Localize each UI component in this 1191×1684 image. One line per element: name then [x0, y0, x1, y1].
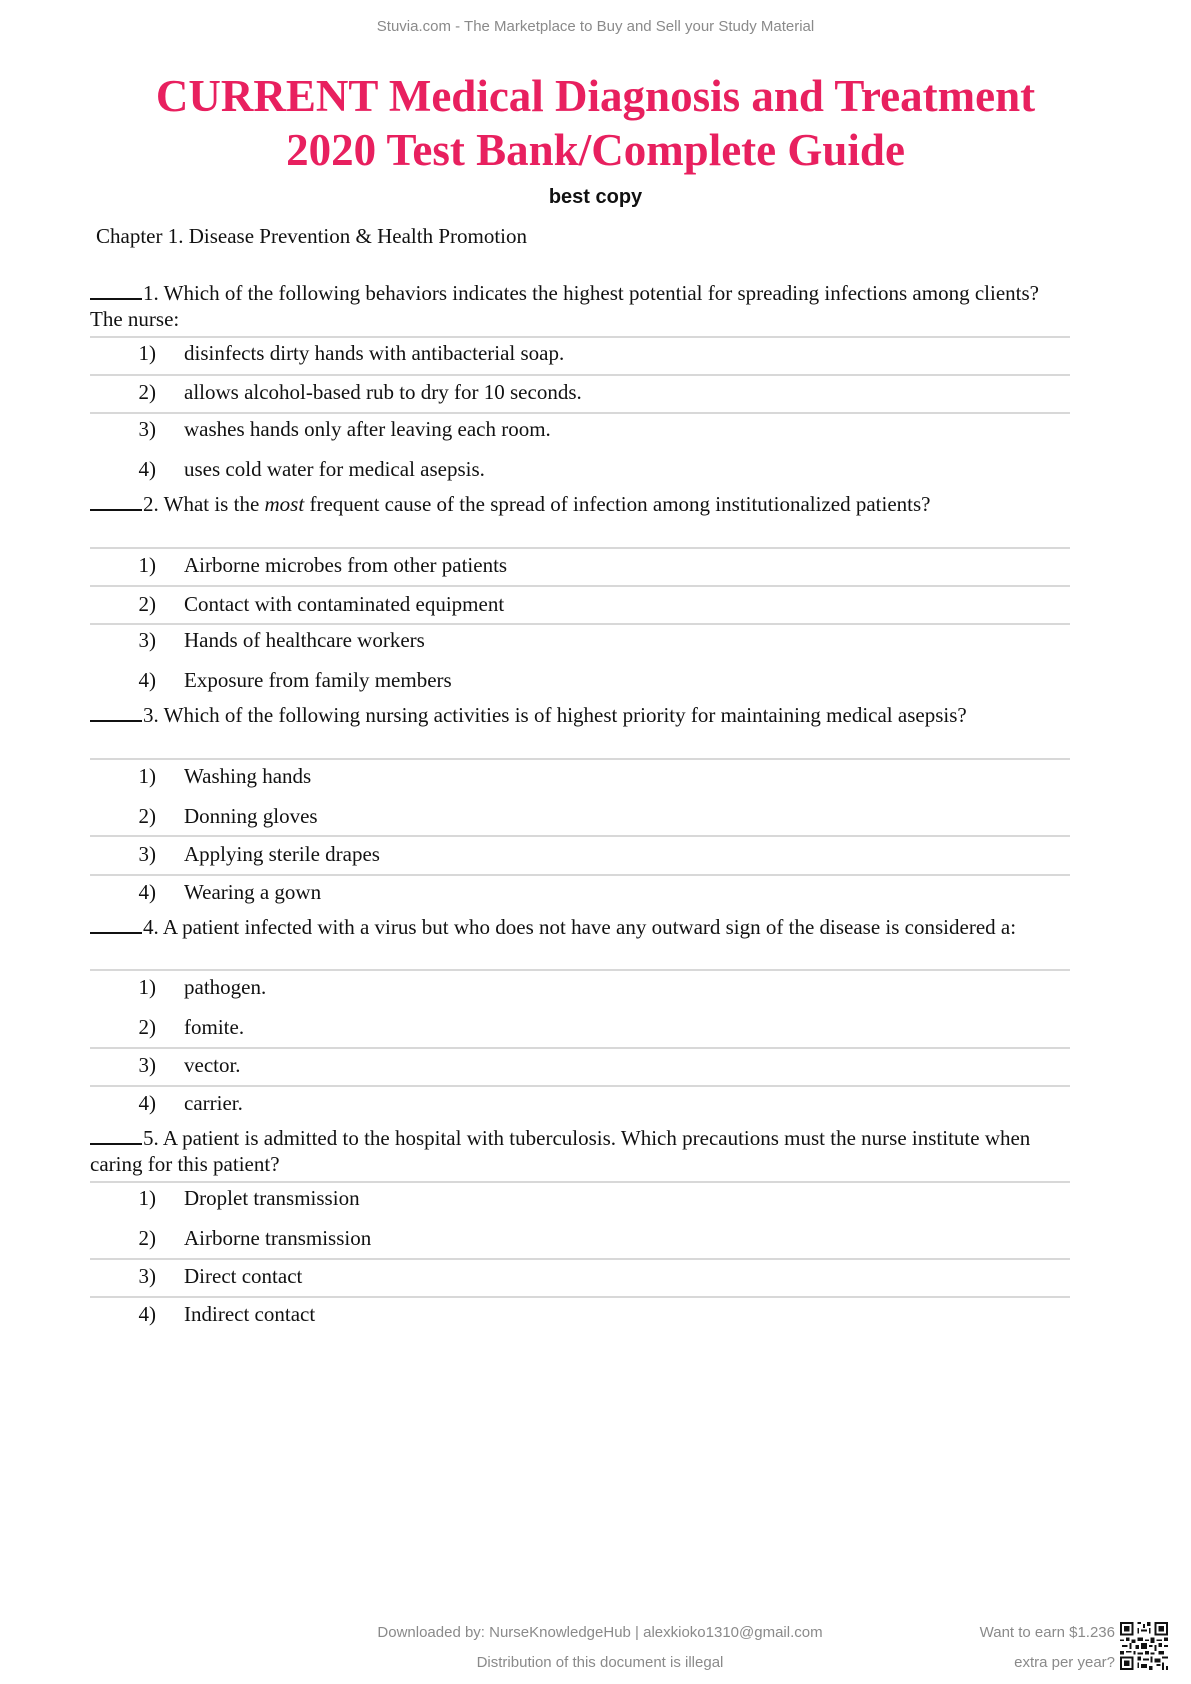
document-title-line-1: CURRENT Medical Diagnosis and Treatment — [155, 71, 1036, 121]
option-number: 2) — [138, 380, 156, 404]
question-4 — [90, 914, 1050, 940]
option-row — [90, 380, 1070, 410]
option-divider — [90, 336, 1070, 338]
option-row — [90, 1226, 1070, 1256]
option-text: Airborne microbes from other patients — [184, 553, 508, 577]
option-divider — [90, 1047, 1070, 1049]
option-text: Direct contact — [184, 1264, 303, 1288]
option-text: Donning gloves — [184, 804, 318, 828]
answer-blank — [90, 702, 142, 722]
option-number: 3) — [138, 1053, 156, 1077]
question-number: 5. — [143, 1126, 159, 1150]
option-row — [90, 341, 1070, 371]
question-text: What is the — [158, 492, 265, 516]
earn-promo-line-2[interactable]: extra per year? — [1014, 1654, 1115, 1671]
option-text: carrier. — [184, 1091, 243, 1115]
option-divider — [90, 374, 1070, 376]
option-row — [90, 628, 1070, 658]
option-number: 2) — [138, 1226, 156, 1250]
qr-code-icon[interactable] — [1120, 1622, 1168, 1670]
option-divider — [90, 547, 1070, 549]
option-text: disinfects dirty hands with antibacterial soap. — [184, 341, 565, 365]
option-number: 4) — [138, 880, 156, 904]
footer-distribution-notice: Distribution of this document is illegal — [476, 1654, 724, 1671]
option-number: 3) — [138, 628, 156, 652]
option-number: 1) — [138, 1186, 156, 1210]
question-text: A patient is admitted to the hospital with tuberculosis. Which precautions must the nurse institute when caring for this patient? — [90, 1126, 1031, 1176]
option-divider — [90, 1181, 1070, 1183]
option-divider — [90, 1085, 1070, 1087]
option-row — [90, 764, 1070, 794]
question-number: 1. — [143, 281, 159, 305]
option-text: Hands of healthcare workers — [184, 628, 425, 652]
option-text: allows alcohol-based rub to dry for 10 seconds. — [184, 380, 582, 404]
option-number: 4) — [138, 457, 156, 481]
question-text: A patient infected with a virus but who does not have any outward sign of the disease is considered a: — [158, 915, 1017, 939]
option-row — [90, 1053, 1070, 1083]
option-text: Contact with contaminated equipment — [184, 592, 505, 616]
question-number: 2. — [143, 492, 159, 516]
question-text: Which of the following nursing activities is of highest priority for maintaining medical asepsis? — [158, 703, 967, 727]
option-row — [90, 1302, 1070, 1332]
option-text: Droplet transmission — [184, 1186, 360, 1210]
option-number: 3) — [138, 417, 156, 441]
answer-blank — [90, 280, 142, 300]
option-number: 2) — [138, 1015, 156, 1039]
option-number: 1) — [138, 764, 156, 788]
option-number: 1) — [138, 341, 156, 365]
answer-blank — [90, 1125, 142, 1145]
answer-blank — [90, 491, 142, 511]
option-text: vector. — [184, 1053, 241, 1077]
question-emphasis: most — [264, 492, 305, 516]
option-divider — [90, 874, 1070, 876]
question-text: Which of the following behaviors indicates the highest potential for spreading infections among clients? The nurse: — [90, 281, 1039, 331]
option-row — [90, 457, 1070, 487]
question-3 — [90, 702, 1050, 728]
answer-blank — [90, 914, 142, 934]
option-text: pathogen. — [184, 975, 267, 999]
option-divider — [90, 969, 1070, 971]
option-row — [90, 1186, 1070, 1216]
question-1 — [90, 280, 1050, 332]
option-number: 4) — [138, 668, 156, 692]
option-row — [90, 804, 1070, 834]
question-2 — [90, 491, 1050, 517]
option-text: Washing hands — [184, 764, 312, 788]
option-number: 1) — [138, 553, 156, 577]
option-number: 3) — [138, 1264, 156, 1288]
option-row — [90, 1264, 1070, 1294]
question-text-continued: frequent cause of the spread of infection among institutionalized patients? — [304, 492, 931, 516]
option-text: Indirect contact — [184, 1302, 316, 1326]
option-row — [90, 880, 1070, 910]
option-divider — [90, 585, 1070, 587]
option-text: Wearing a gown — [184, 880, 322, 904]
option-divider — [90, 835, 1070, 837]
option-text: Exposure from family members — [184, 668, 452, 692]
question-5 — [90, 1125, 1050, 1177]
option-divider — [90, 1296, 1070, 1298]
earn-promo-line-1[interactable]: Want to earn $1.236 — [979, 1624, 1115, 1641]
option-text: Airborne transmission — [184, 1226, 372, 1250]
option-number: 2) — [138, 804, 156, 828]
option-row — [90, 842, 1070, 872]
option-number: 1) — [138, 975, 156, 999]
option-number: 4) — [138, 1091, 156, 1115]
option-divider — [90, 412, 1070, 414]
chapter-heading: Chapter 1. Disease Prevention & Health Promotion — [96, 224, 528, 248]
option-row — [90, 975, 1070, 1005]
footer-downloaded-by: Downloaded by: NurseKnowledgeHub | alexkioko1310@gmail.com — [377, 1624, 823, 1641]
site-header: Stuvia.com - The Marketplace to Buy and Sell your Study Material — [376, 18, 815, 35]
option-row — [90, 553, 1070, 583]
option-number: 2) — [138, 592, 156, 616]
option-row — [90, 668, 1070, 698]
option-divider — [90, 1258, 1070, 1260]
option-row — [90, 417, 1070, 447]
document-title-line-2: 2020 Test Bank/Complete Guide — [286, 125, 905, 175]
option-text: uses cold water for medical asepsis. — [184, 457, 485, 481]
option-text: fomite. — [184, 1015, 245, 1039]
option-row — [90, 1091, 1070, 1121]
option-text: washes hands only after leaving each room. — [184, 417, 551, 441]
option-row — [90, 1015, 1070, 1045]
question-number: 3. — [143, 703, 159, 727]
option-number: 3) — [138, 842, 156, 866]
option-number: 4) — [138, 1302, 156, 1326]
document-subtitle: best copy — [548, 186, 643, 208]
option-text: Applying sterile drapes — [184, 842, 380, 866]
option-row — [90, 592, 1070, 622]
option-divider — [90, 758, 1070, 760]
question-number: 4. — [143, 915, 159, 939]
option-divider — [90, 623, 1070, 625]
